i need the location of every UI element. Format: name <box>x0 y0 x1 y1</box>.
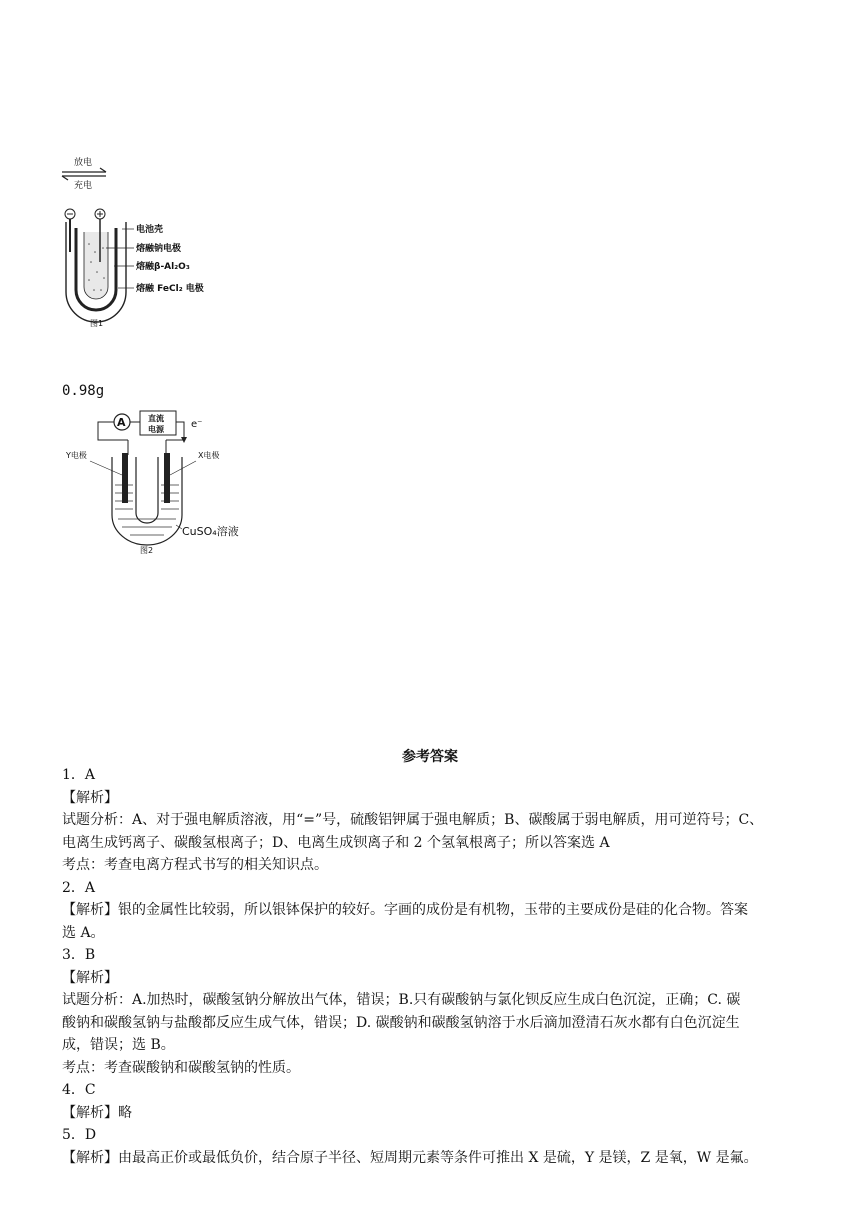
power-label-2: 电源 <box>148 425 164 434</box>
mass-value: 0.98g <box>62 383 105 399</box>
answer-line: 试题分析：A.加热时，碳酸氢钠分解放出气体，错误；B.只有碳酸钠与氯化钡反应生成白色沉淀，正确；C. 碳 <box>62 992 741 1008</box>
sodium-electrode <box>84 232 108 299</box>
label-sodium-electrode: 熔融钠电极 <box>136 244 182 254</box>
answer-line: 【解析】 <box>62 790 118 806</box>
figure-2-caption: 图2 <box>140 546 154 555</box>
answer-line: 考点：考查电离方程式书写的相关知识点。 <box>62 857 328 873</box>
figure-2-electrolysis-diagram <box>56 405 266 555</box>
answer-line: 考点：考查碳酸钠和碳酸氢钠的性质。 <box>62 1060 300 1076</box>
answers-heading: 参考答案 <box>402 749 458 765</box>
y-electrode <box>122 453 128 503</box>
answer-line: 电离生成钙离子、碳酸氢根离子；D、电离生成钡离子和 2 个氢氧根离子；所以答案选 A <box>62 835 610 851</box>
answer-line: 试题分析：A、对于强电解质溶液，用“=”号，硫酸铝钾属于强电解质；B、碳酸属于弱电解质，用可逆符号；C、 <box>62 812 764 828</box>
x-electrode <box>164 453 170 503</box>
ammeter-label: A <box>117 416 126 429</box>
answer-line: 【解析】由最高正价或最低负价，结合原子半径、短周期元素等条件可推出 X 是硫，Y 是镁，Z 是氧，W 是氟。 <box>62 1150 758 1166</box>
figure-1-caption: 图1 <box>90 319 104 328</box>
arrow-top-label: 放电 <box>74 158 93 168</box>
label-fecl2-electrode: 熔融 FeCl₂ 电极 <box>136 284 204 294</box>
label-beta-alumina: 熔融β-Al₂O₃ <box>136 262 190 272</box>
answer-line: 5．D <box>62 1127 97 1143</box>
u-tube-inner <box>136 457 158 523</box>
solution-label: CuSO₄溶液 <box>182 525 239 538</box>
answer-line: 1．A <box>62 767 96 783</box>
answer-line: 酸钠和碳酸氢钠与盐酸都反应生成气体，错误；D. 碳酸钠和碳酸氢钠溶于水后滴加澄清石灰水都有白色沉淀生 <box>62 1015 740 1031</box>
answer-line: 3．B <box>62 947 96 963</box>
answer-line: 2．A <box>62 880 96 896</box>
x-electrode-label: X电极 <box>198 451 220 460</box>
answer-line: 4．C <box>62 1082 96 1098</box>
y-electrode-label: Y电极 <box>66 451 87 460</box>
electron-label: e⁻ <box>191 419 203 430</box>
figure-1-battery-diagram <box>56 152 256 337</box>
answer-line: 【解析】 <box>62 970 118 986</box>
answer-line: 【解析】银的金属性比较弱，所以银钵保护的较好。字画的成份是有机物，玉带的主要成份是硅的化合物。答案 <box>62 902 748 918</box>
answer-line: 成，错误；选 B。 <box>62 1037 175 1053</box>
power-label-1: 直流 <box>148 414 164 423</box>
label-shell: 电池壳 <box>136 225 164 235</box>
answer-line: 选 A。 <box>62 925 105 941</box>
answer-line: 【解析】略 <box>62 1105 132 1121</box>
arrow-bottom-label: 充电 <box>74 181 93 191</box>
